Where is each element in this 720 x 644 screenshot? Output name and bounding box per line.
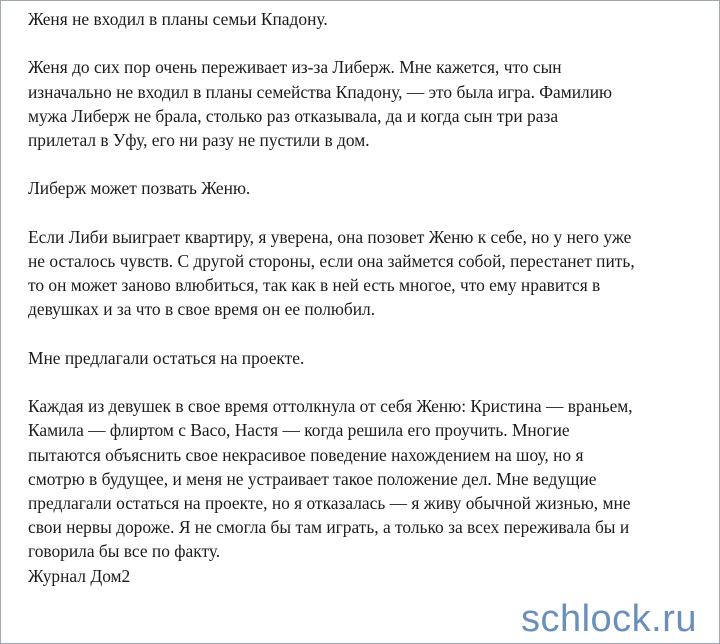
paragraph-subheading bbox=[28, 7, 708, 31]
paragraph bbox=[28, 394, 708, 563]
paragraph bbox=[28, 55, 708, 152]
text-line: то он может заново влюбиться, так как в ней есть многое, что ему нравится в bbox=[28, 275, 601, 296]
article-body bbox=[28, 7, 708, 588]
text-line: мужа Либерж не брала, столько раз отказывала, да и когда сын три раза bbox=[28, 105, 559, 126]
text-line: изначально не входил в планы семейства Кпадону, — это была игра. Фамилию bbox=[28, 81, 613, 102]
text-line: пытаются объяснить свое некрасивое поведение нахождением на шоу, но я bbox=[28, 444, 584, 465]
paragraph-subheading bbox=[28, 176, 708, 200]
text-line: Женя до сих пор очень переживает из-за Либерж. Мне кажется, что сын bbox=[28, 57, 562, 78]
text-line: прилетал в Уфу, его ни разу не пустили в дом. bbox=[28, 130, 370, 150]
text-line: Женя не входил в планы семьи Кпадону. bbox=[28, 9, 328, 29]
text-line: свои нервы дороже. Я не смогла бы там играть, а только за всех переживала бы и bbox=[28, 517, 630, 538]
text-line: Если Либи выиграет квартиру, я уверена, она позовет Женю к себе, но у него уже bbox=[28, 226, 632, 247]
text-line: Каждая из девушек в свое время оттолкнула от себя Женю: Кристина — враньем, bbox=[28, 396, 633, 417]
source-label: Журнал Дом2 bbox=[28, 565, 131, 586]
text-line: Мне предлагали остаться на проекте. bbox=[28, 347, 305, 368]
text-line: говорила бы все по факту. bbox=[28, 541, 221, 562]
text-line: девушках и за что в свое время он ее полюбил. bbox=[28, 299, 376, 320]
text-line: предлагали остаться на проекте, но я отказалась — я живу обычной жизнью, мне bbox=[28, 492, 631, 513]
text-line: Камила — флиртом с Васо, Настя — когда решила его проучить. Многие bbox=[28, 420, 570, 441]
text-line: не осталось чувств. С другой стороны, если она займется собой, перестанет пить, bbox=[28, 250, 635, 271]
article-source bbox=[28, 564, 708, 588]
text-line: Либерж может позвать Женю. bbox=[28, 178, 251, 199]
paragraph bbox=[28, 225, 708, 322]
text-line: смотрю в будущее, и меня не устраивает такое положение дел. Мне ведущие bbox=[28, 468, 597, 489]
paragraph-subheading bbox=[28, 346, 708, 370]
site-watermark: schlock.ru bbox=[520, 598, 697, 640]
